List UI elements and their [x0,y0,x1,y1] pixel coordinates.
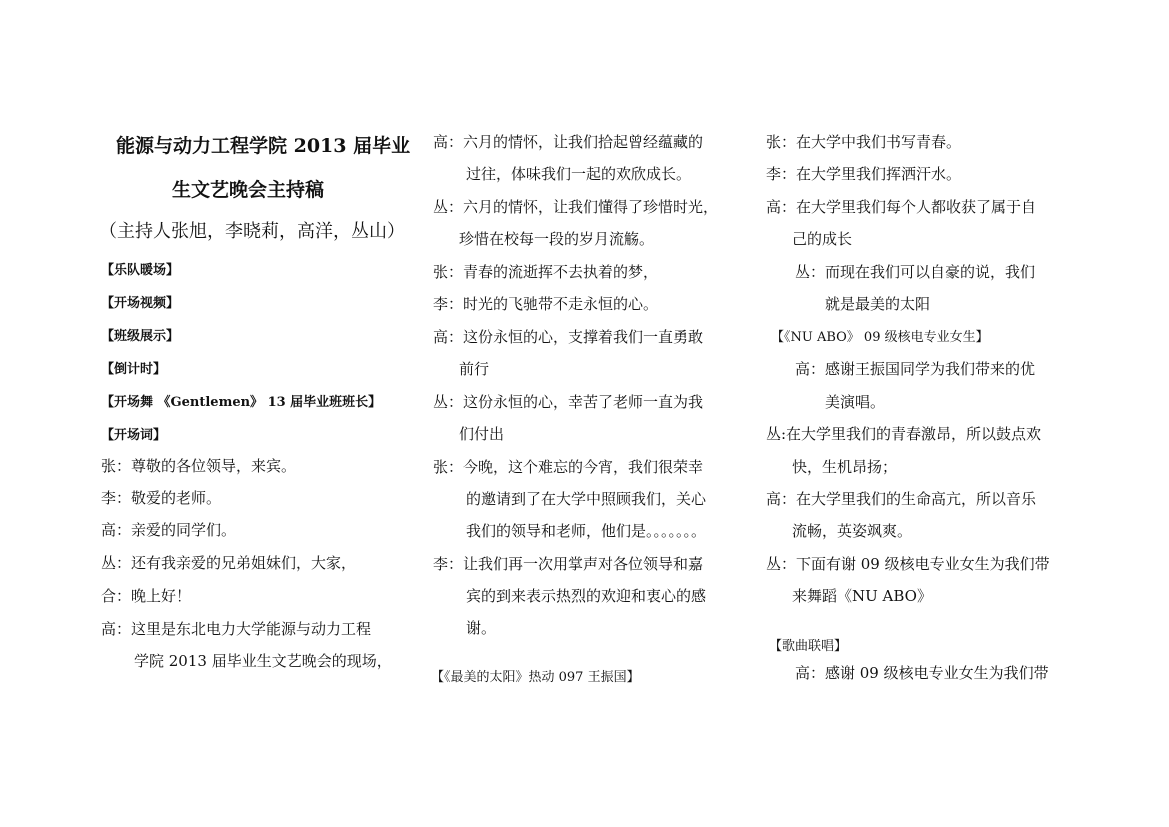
script-line: 的邀请到了在大学中照顾我们，关心 [466,490,707,508]
script-line: 高：在大学里我们每个人都收获了属于自 [766,198,1037,216]
doc-title-line-2: 生文艺晚会主持稿 [172,179,325,201]
section-heading: 【开场视频】 [101,296,180,311]
section-heading: 【班级展示】 [101,329,180,344]
section-heading: 【《最美的太阳》热动 097 王振国】 [431,670,640,685]
script-line: 高：在大学里我们的生命高亢，所以音乐 [766,490,1037,508]
script-line: 己的成长 [792,230,853,248]
script-line: 谢。 [466,619,497,637]
script-line: 丛：下面有谢 09 级核电专业女生为我们带 [766,555,1050,573]
script-line: 我们的领导和老师，他们是。。。。。。。 [466,522,707,540]
script-line: 李：在大学里我们挥洒汗水。 [766,165,962,183]
script-line: 丛：还有我亲爱的兄弟姐妹们，大家， [101,554,357,572]
script-line: 学院 2013 届毕业生文艺晚会的现场， [134,652,392,670]
script-line: 张：在大学中我们书写青春。 [766,133,962,151]
script-line: 就是最美的太阳 [825,295,931,313]
script-line: 张：今晚，这个难忘的今宵，我们很荣幸 [433,458,704,476]
section-heading: 【歌曲联唱】 [769,639,848,654]
script-line: 美演唱。 [825,393,886,411]
script-line: 张：尊敬的各位领导，来宾。 [101,457,297,475]
doc-title-line-1: 能源与动力工程学院 2013 届毕业 [116,135,411,157]
script-line: 珍惜在校每一段的岁月流觞。 [459,230,655,248]
hosts-line: （主持人张旭，李晓莉，高洋，丛山） [99,221,405,242]
script-line: 李：敬爱的老师。 [101,489,222,507]
script-line: 们付出 [459,425,505,443]
script-line: 丛:在大学里我们的青春激昂，所以鼓点欢 [766,425,1042,443]
script-line: 高：这里是东北电力大学能源与动力工程 [101,620,372,638]
section-heading: 【《NU ABO》 09 级核电专业女生】 [771,330,989,345]
script-line: 高：亲爱的同学们。 [101,521,237,539]
script-line: 快，生机昂扬； [792,458,898,476]
section-heading: 【开场词】 [101,428,167,443]
section-heading: 【乐队暖场】 [101,263,180,278]
script-line: 丛：六月的情怀，让我们懂得了珍惜时光， [433,198,719,216]
script-line: 张：青春的流逝挥不去执着的梦， [433,263,659,281]
script-line: 高：感谢 09 级核电专业女生为我们带 [795,664,1049,682]
script-line: 高：感谢王振国同学为我们带来的优 [795,360,1036,378]
script-line: 李：时光的飞驰带不走永恒的心。 [433,295,659,313]
script-line: 丛：而现在我们可以自豪的说，我们 [795,263,1036,281]
script-line: 高：六月的情怀，让我们拾起曾经蕴藏的 [433,133,704,151]
section-heading: 【倒计时】 [101,362,167,377]
script-line: 来舞蹈《NU ABO》 [792,587,932,605]
section-heading: 【开场舞 《Gentlemen》 13 届毕业班班长】 [101,395,382,410]
script-line: 过往，体味我们一起的欢欣成长。 [466,165,692,183]
script-line: 丛：这份永恒的心，幸苦了老师一直为我 [433,393,704,411]
script-line: 宾的到来表示热烈的欢迎和衷心的感 [466,587,707,605]
script-line: 高：这份永恒的心，支撑着我们一直勇敢 [433,328,704,346]
script-line: 流畅，英姿飒爽。 [792,522,913,540]
script-line: 合：晚上好！ [101,587,192,605]
script-line: 前行 [459,360,490,378]
script-line: 李：让我们再一次用掌声对各位领导和嘉 [433,555,704,573]
